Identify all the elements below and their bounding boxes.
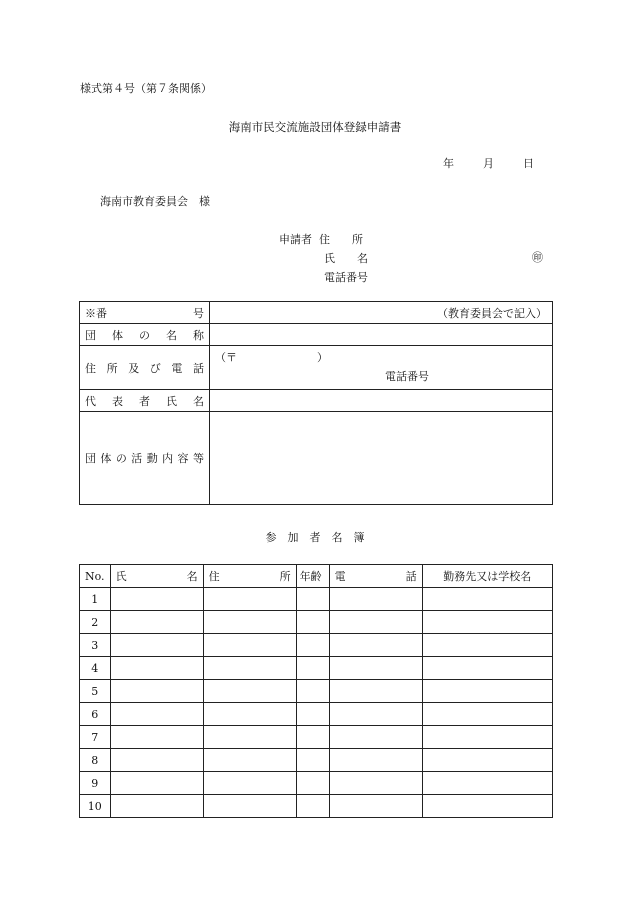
roster-name-cell[interactable] [110, 588, 203, 611]
roster-name-cell[interactable] [110, 726, 203, 749]
roster-row [80, 634, 553, 657]
roster-age-cell[interactable] [296, 588, 329, 611]
roster-row-number: 10 [80, 795, 111, 818]
roster-row [80, 772, 553, 795]
roster-address-cell[interactable] [203, 634, 296, 657]
roster-header-row [80, 565, 553, 588]
roster-row-number: 5 [80, 680, 111, 703]
roster-phone-cell[interactable] [329, 703, 422, 726]
row-address-phone [80, 346, 553, 390]
date-day-label: 日 [523, 157, 534, 170]
roster-workplace-cell[interactable] [422, 680, 552, 703]
roster-name-cell[interactable] [110, 772, 203, 795]
roster-age-cell[interactable] [296, 703, 329, 726]
seal-mark: ㊞ [532, 251, 543, 264]
applicant-address-label: 住 所 [319, 233, 363, 246]
addressee: 海南市教育委員会 様 [100, 195, 210, 208]
date-month-label: 月 [483, 157, 494, 170]
roster-row-number: 8 [80, 749, 111, 772]
registration-info-table [79, 301, 553, 505]
header-age: 年齢 [296, 565, 329, 588]
row-registration-number [80, 302, 553, 324]
document-title: 海南市民交流施設団体登録申請書 [228, 120, 402, 134]
roster-address-cell[interactable] [203, 772, 296, 795]
roster-name-cell[interactable] [110, 611, 203, 634]
roster-row [80, 657, 553, 680]
roster-address-cell[interactable] [203, 726, 296, 749]
roster-address-cell[interactable] [203, 795, 296, 818]
roster-phone-cell[interactable] [329, 772, 422, 795]
phone-label-in-field: 電話番号 [385, 370, 429, 383]
roster-row-number: 7 [80, 726, 111, 749]
roster-workplace-cell[interactable] [422, 749, 552, 772]
roster-address-cell[interactable] [203, 749, 296, 772]
roster-phone-cell[interactable] [329, 657, 422, 680]
roster-name-cell[interactable] [110, 795, 203, 818]
representative-label: 代 表 者 氏 名 [80, 390, 210, 412]
applicant-name-label: 氏 名 [324, 252, 368, 265]
roster-row-number: 6 [80, 703, 111, 726]
roster-name-cell[interactable] [110, 657, 203, 680]
applicant-phone-label: 電話番号 [324, 271, 368, 284]
participant-roster-table [79, 564, 553, 818]
roster-age-cell[interactable] [296, 657, 329, 680]
address-phone-label: 住 所 及 び 電 話 [80, 346, 210, 390]
roster-phone-cell[interactable] [329, 634, 422, 657]
roster-age-cell[interactable] [296, 634, 329, 657]
roster-age-cell[interactable] [296, 749, 329, 772]
applicant-block [279, 230, 368, 287]
header-name: 氏 名 [110, 565, 203, 588]
roster-row-number: 2 [80, 611, 111, 634]
roster-workplace-cell[interactable] [422, 726, 552, 749]
roster-workplace-cell[interactable] [422, 657, 552, 680]
roster-name-cell[interactable] [110, 634, 203, 657]
form-id: 様式第４号（第７条関係） [80, 82, 212, 95]
group-name-label: 団 体 の 名 称 [80, 324, 210, 346]
roster-row [80, 726, 553, 749]
roster-address-cell[interactable] [203, 680, 296, 703]
roster-name-cell[interactable] [110, 703, 203, 726]
roster-address-cell[interactable] [203, 703, 296, 726]
roster-age-cell[interactable] [296, 680, 329, 703]
postal-open: （〒 [215, 351, 237, 364]
roster-age-cell[interactable] [296, 726, 329, 749]
roster-row [80, 795, 553, 818]
roster-phone-cell[interactable] [329, 726, 422, 749]
roster-workplace-cell[interactable] [422, 703, 552, 726]
roster-title: 参 加 者 名 簿 [265, 531, 365, 544]
representative-field[interactable] [210, 390, 553, 412]
roster-phone-cell[interactable] [329, 749, 422, 772]
roster-row [80, 703, 553, 726]
roster-workplace-cell[interactable] [422, 772, 552, 795]
roster-row [80, 680, 553, 703]
registration-number-note: （教育委員会で記入） [210, 302, 553, 324]
roster-address-cell[interactable] [203, 657, 296, 680]
roster-row [80, 588, 553, 611]
row-representative [80, 390, 553, 412]
row-activity [80, 412, 553, 505]
applicant-label: 申請者 [279, 233, 312, 246]
roster-row-number: 4 [80, 657, 111, 680]
roster-row [80, 749, 553, 772]
activity-label: 団 体 の 活 動 内 容 等 [80, 412, 210, 505]
registration-number-label: ※番 号 [80, 302, 210, 324]
header-workplace: 勤務先又は学校名 [422, 565, 552, 588]
roster-phone-cell[interactable] [329, 795, 422, 818]
roster-address-cell[interactable] [203, 611, 296, 634]
roster-age-cell[interactable] [296, 611, 329, 634]
header-address: 住 所 [203, 565, 296, 588]
roster-workplace-cell[interactable] [422, 611, 552, 634]
roster-phone-cell[interactable] [329, 611, 422, 634]
roster-age-cell[interactable] [296, 772, 329, 795]
roster-address-cell[interactable] [203, 588, 296, 611]
group-name-field[interactable] [210, 324, 553, 346]
address-phone-field[interactable] [210, 346, 553, 390]
roster-phone-cell[interactable] [329, 680, 422, 703]
roster-phone-cell[interactable] [329, 588, 422, 611]
roster-age-cell[interactable] [296, 795, 329, 818]
roster-name-cell[interactable] [110, 749, 203, 772]
header-phone: 電 話 [329, 565, 422, 588]
roster-workplace-cell[interactable] [422, 795, 552, 818]
row-group-name [80, 324, 553, 346]
roster-workplace-cell[interactable] [422, 588, 552, 611]
roster-row [80, 611, 553, 634]
date-line [443, 155, 534, 171]
roster-workplace-cell[interactable] [422, 634, 552, 657]
roster-row-number: 9 [80, 772, 111, 795]
roster-name-cell[interactable] [110, 680, 203, 703]
header-no: No. [80, 565, 111, 588]
roster-row-number: 3 [80, 634, 111, 657]
roster-row-number: 1 [80, 588, 111, 611]
activity-field[interactable] [210, 412, 553, 505]
postal-close: ） [317, 351, 328, 364]
date-year-label: 年 [443, 157, 454, 170]
